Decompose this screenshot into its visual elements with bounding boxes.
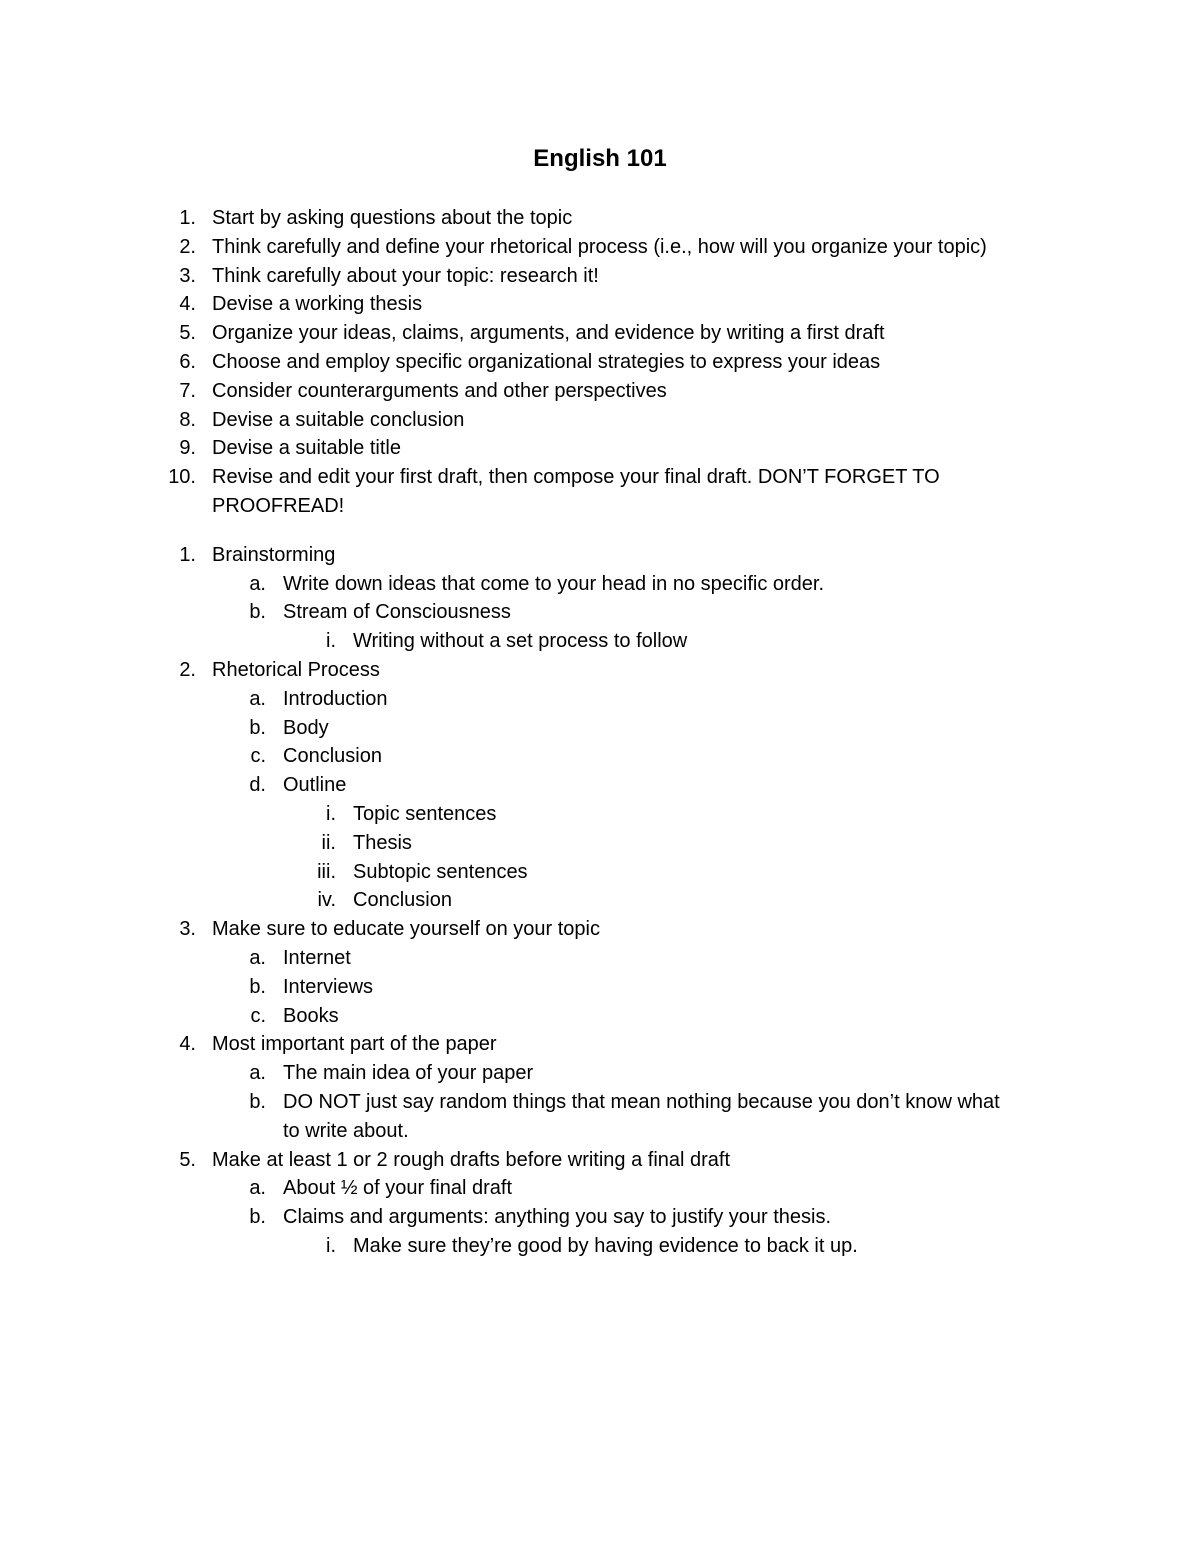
- list-marker: c.: [250, 745, 266, 768]
- list-item-text: Writing without a set process to follow: [353, 630, 688, 653]
- list-item-text: PROOFREAD!: [212, 495, 345, 517]
- list-marker: a.: [249, 1177, 266, 1200]
- list-item-text: Claims and arguments: anything you say to justify your thesis.: [283, 1206, 832, 1229]
- list-marker: b.: [249, 1091, 266, 1113]
- list-marker: 9.: [179, 437, 196, 460]
- list-marker: 4.: [179, 1033, 196, 1056]
- list-marker: 2.: [179, 235, 196, 258]
- list-marker: 3.: [179, 264, 196, 287]
- list-marker: 1.: [179, 543, 196, 566]
- list-item-text: Stream of Consciousness: [283, 601, 511, 624]
- list-item-text: to write about.: [283, 1119, 409, 1142]
- list-marker: 3.: [179, 918, 196, 941]
- list-item-text: Internet: [283, 947, 351, 969]
- list-item-text: Thesis: [353, 831, 412, 854]
- list-item-text: Organize your ideas, claims, arguments, and evidence by writing a first draft: [212, 322, 885, 345]
- list-marker: 1.: [179, 207, 196, 229]
- list-item-text: Conclusion: [283, 745, 382, 768]
- list-marker: d.: [249, 774, 266, 797]
- list-item-text: Topic sentences: [353, 803, 497, 825]
- list-marker: a.: [249, 947, 266, 969]
- list-item-text: Brainstorming: [212, 543, 336, 566]
- list-item-text: Think carefully and define your rhetorical process (i.e., how will you organize your topic): [212, 235, 987, 258]
- list-item-text: Conclusion: [353, 889, 452, 912]
- list-marker: b.: [249, 716, 266, 739]
- list-item-text: Devise a working thesis: [212, 293, 423, 316]
- list-marker: 8.: [179, 408, 196, 431]
- list-marker: 5.: [179, 1148, 196, 1171]
- list-item-text: DO NOT just say random things that mean nothing because you don’t know what: [283, 1091, 1000, 1113]
- list-marker: ii.: [321, 831, 336, 854]
- list-item-text: Make sure they’re good by having evidence to back it up.: [353, 1235, 858, 1257]
- list-item-text: Rhetorical Process: [212, 659, 380, 681]
- list-marker: a.: [249, 572, 266, 595]
- list-marker: i.: [326, 803, 336, 825]
- list-marker: 2.: [179, 659, 196, 681]
- list-marker: a.: [249, 687, 266, 710]
- list-marker: 10.: [168, 466, 196, 489]
- list-item-text: Most important part of the paper: [212, 1033, 497, 1056]
- list-marker: i.: [326, 1235, 336, 1257]
- list-item-text: Consider counterarguments and other perspectives: [212, 379, 667, 402]
- list-item-text: Choose and employ specific organizational strategies to express your ideas: [212, 351, 881, 373]
- list-marker: b.: [249, 1206, 266, 1229]
- list-item-text: Start by asking questions about the topic: [212, 207, 573, 229]
- document-title: English 101: [533, 145, 667, 172]
- list-item-text: Devise a suitable title: [212, 437, 401, 460]
- list-marker: 6.: [179, 351, 196, 373]
- list-item-text: Write down ideas that come to your head in no specific order.: [283, 572, 825, 595]
- list-item-text: Books: [283, 1004, 339, 1027]
- list-item-text: Make sure to educate yourself on your topic: [212, 918, 600, 941]
- list-marker: iii.: [317, 860, 336, 883]
- list-item-text: Interviews: [283, 975, 374, 998]
- list-item-text: Think carefully about your topic: research it!: [212, 264, 599, 287]
- list-marker: c.: [250, 1004, 266, 1027]
- list-marker: a.: [249, 1062, 266, 1085]
- list-marker: 7.: [179, 379, 196, 402]
- list-item-text: Outline: [283, 774, 347, 797]
- list-item-text: Subtopic sentences: [353, 860, 528, 883]
- list-marker: 5.: [179, 322, 196, 345]
- list-item-text: Make at least 1 or 2 rough drafts before writing a final draft: [212, 1148, 731, 1171]
- list-item-text: The main idea of your paper: [283, 1062, 534, 1085]
- list-marker: b.: [249, 601, 266, 624]
- list-item-text: About ½ of your final draft: [283, 1177, 513, 1200]
- list-marker: iv.: [317, 889, 336, 912]
- list-marker: 4.: [179, 293, 196, 316]
- list-item-text: Body: [283, 716, 329, 739]
- list-item-text: Revise and edit your first draft, then compose your final draft. DON’T FORGET TO: [212, 466, 940, 489]
- list-marker: b.: [249, 975, 266, 998]
- list-marker: i.: [326, 630, 336, 653]
- list-item-text: Introduction: [283, 687, 388, 710]
- list-item-text: Devise a suitable conclusion: [212, 408, 465, 431]
